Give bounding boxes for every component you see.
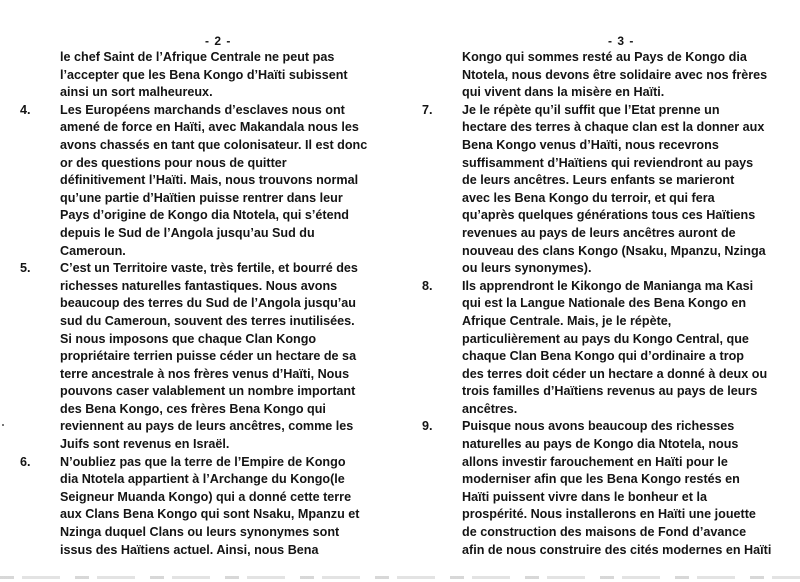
numbered-paragraph-8 (422, 278, 794, 419)
paragraph-continuation (20, 49, 392, 102)
numbered-paragraph-6 (20, 454, 392, 560)
paragraph-continuation (422, 49, 794, 102)
paragraph-text: Je le répète qu’il suffit que l’Etat prenne un hectare des terres à chaque clan est la donner aux Bena Kongo venus d’Haïti, nous recevrons suffisamment d’Haïtiens qui reviendront au pays de leurs ancêtres. Leurs enfants se marieront avec les Bena Kongo du terroir, et qui fera qu’après quelques générations tous ces Haïtiens revenues au pays de leurs ancêtres auront de nouveau des clans Kongo (Nsaku, Mpanzu, Nzinga ou leurs synonymes). (462, 102, 766, 276)
scan-bottom-edge (0, 576, 800, 579)
paragraph-text: le chef Saint de l’Afrique Centrale ne peut pas l’accepter que les Bena Kongo d’Haïti subissent ainsi un sort malheureux. (60, 50, 348, 100)
paragraph-number: 4. (20, 102, 31, 117)
paragraph-text: Les Européens marchands d’esclaves nous ont amené de force en Haïti, avec Makandala nous les avons chassés en tant que colonisateur. Il est donc or des questions pour nous de quitter définitivement l’Haïti. Mais, nous trouvons normal qu’une partie d’Haïtien puisse rentrer dans leur Pays d’origine de Kongo dia Ntotela, qui s’étend depuis le Sud de l’Angola jusqu’au Sud du Cameroun. (60, 102, 368, 258)
paragraph-text: Puisque nous avons beaucoup des richesses naturelles au pays de Kongo dia Ntotela, nous allons investir farouchement en Haïti pour le moderniser afin que les Bena Kongo restés en Haïti puissent vivre dans le bonheur et la prospérité. Nous installerons en Haïti une jouette de construction des maisons de Fond d’avance afin de nous construire des cités modernes en Haïti (462, 419, 772, 557)
paragraph-text: N’oubliez pas que la terre de l’Empire de Kongo dia Ntotela appartient à l’Archange du Kongo(le Seigneur Muanda Kongo) qui a donné cette terre aux Clans Bena Kongo qui sont Nsaku, Mpanzu et Nzinga duquel Clans ou leurs synonymes sont issus des Haïtiens actuel. Ainsi, nous Bena (60, 454, 360, 557)
paragraph-number: 9. (422, 419, 433, 434)
paragraph-number: 8. (422, 278, 433, 293)
paragraph-text: C’est un Territoire vaste, très fertile, et bourré des richesses naturelles fantastiques. Nous avons beaucoup des terres du Sud de l’Angola jusqu’au sud du Cameroun, souvent des terres inutilisées. Si nous imposons que chaque Clan Kongo propriétaire terrien puisse céder un hectare de sa terre ancestrale à nos frères venus d’Haïti, Nous pouvons caser valablement un nombre important des Bena Kongo, ces frères Bena Kongo qui reviennent au pays de leurs ancêtres, comme les Juifs sont revenus en Israël. (60, 261, 358, 452)
numbered-paragraph-7 (422, 102, 794, 278)
numbered-paragraph-5 (20, 260, 392, 454)
paragraph-number: 6. (20, 454, 31, 469)
paragraph-number: 7. (422, 102, 433, 117)
right-page-body (422, 49, 794, 559)
right-page (400, 0, 800, 582)
page-number-left: - 2 - (205, 34, 232, 48)
numbered-paragraph-9 (422, 418, 794, 559)
numbered-paragraph-4 (20, 102, 392, 260)
scan-speck (2, 424, 4, 426)
paragraph-number: 5. (20, 261, 31, 276)
paragraph-text: Ils apprendront le Kikongo de Manianga ma Kasi qui est la Langue Nationale des Bena Kongo en Afrique Centrale. Mais, je le répète, particulièrement au pays du Kongo Central, que chaque Clan Bena Kongo qui d’ordinaire a trop des terres doit céder un hectare a donné à deux ou trois familles d’Haïtiens revenus au pays de leurs ancêtres. (462, 278, 768, 416)
page-number-right: - 3 - (608, 34, 635, 48)
left-page-body (20, 49, 392, 559)
paragraph-text: Kongo qui sommes resté au Pays de Kongo dia Ntotela, nous devons être solidaire avec nos frères qui vivent dans la misère en Haïti. (462, 50, 768, 100)
